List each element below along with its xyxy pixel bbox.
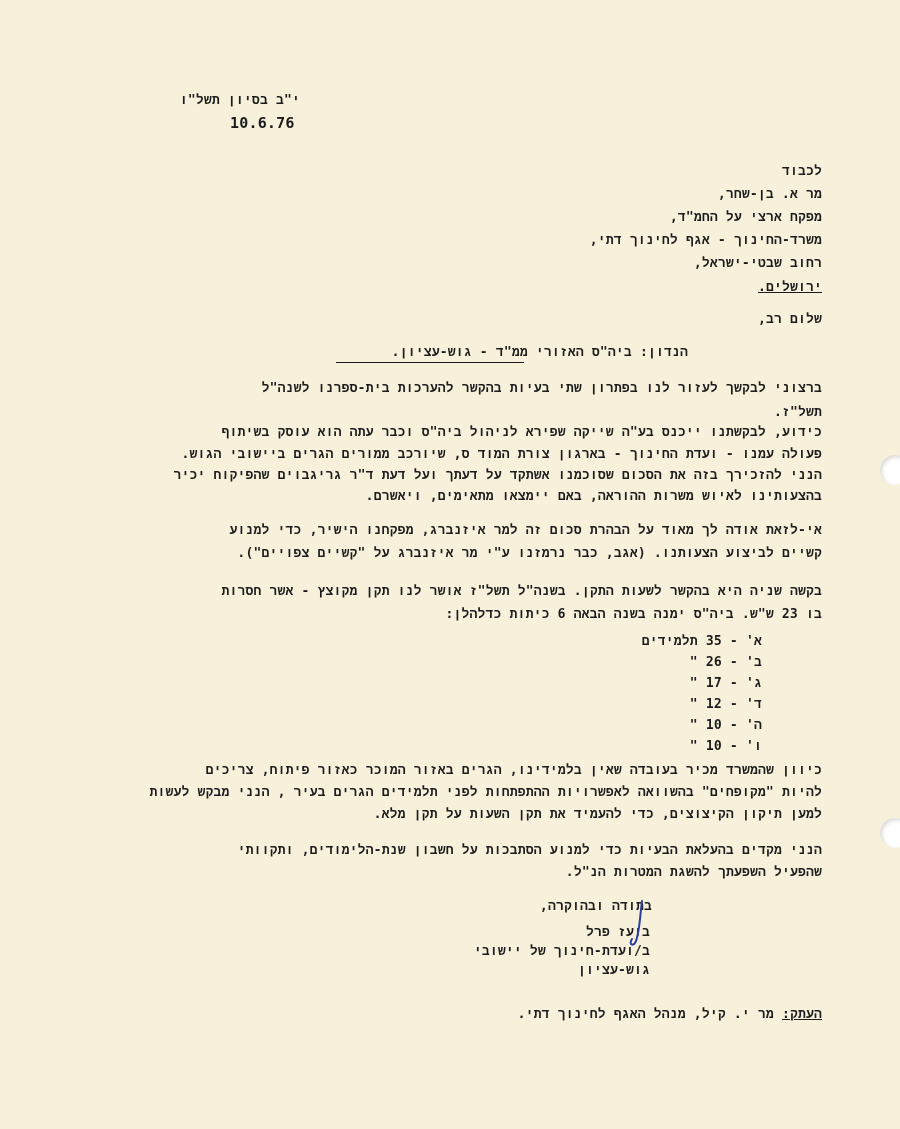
date-hebrew: י"ב בסיון תשל"ו [179, 93, 300, 108]
closing-name: בועז פרל [585, 925, 650, 940]
class-count: 26 [705, 655, 722, 670]
recipient-office: משרד-החינוך - אגף לחינוך דתי, [589, 233, 822, 248]
subject-underline [336, 362, 524, 363]
class-unit: תלמידים [641, 634, 698, 649]
p3-line2: קשיים לביצוע הצעותנו. (אגב, כבר נרמזנו ע"י מר איזנברג על "קשיים צפויים"). [237, 546, 822, 561]
greeting: שלום רב, [757, 312, 822, 327]
p4-line2: בו 23 ש"ש. ביה"ס ימנה בשנה הבאה 6 כיתות כדלהלן: [445, 607, 822, 622]
recipient-name: מר א. בן-שחר, [717, 187, 822, 202]
class-unit: " [689, 718, 698, 733]
closing-region: גוש-עציון [577, 963, 650, 978]
p1-line1: ברצוני לבקשך לעזור לנו בפתרון שתי בעיות בהקשר להערכות בית-ספרנו לשנה"ל [261, 381, 822, 396]
class-row-6: ו' - 10 " [638, 740, 762, 753]
class-row-1: א' - 35 תלמידים [641, 634, 762, 649]
recipient-title: מפקח ארצי על החמ"ד, [669, 210, 822, 225]
class-row-2: ב' - 26 " [638, 656, 762, 669]
class-unit: " [689, 697, 698, 712]
class-count: 35 [705, 634, 722, 649]
class-row-5: ה' - 10 " [638, 719, 762, 732]
subject-text: הנדון: ביה"ס האזורי ממ"ד - גוש-עציון. [391, 345, 688, 360]
class-unit: " [689, 739, 698, 754]
class-count: 12 [705, 697, 722, 712]
p4-line1: בקשה שניה היא בהקשר לשעות התקן. בשנה"ל תשל"ז אושר לנו תקן מקוצץ - אשר חסרות [221, 584, 822, 599]
punch-hole-bottom [880, 818, 900, 848]
subject-line [392, 346, 688, 359]
recipient-honorific: לכבוד [781, 164, 822, 179]
closing-role: ב/ועדת-חינוך של יישובי [473, 944, 650, 959]
class-grade: ו' [745, 739, 762, 754]
p5-line2: להיות "מקופחים" בהשוואה לאפשרויות ההתפתחות לפני תלמידים הגרים בעיר , הנני מבקש לעשות [149, 785, 822, 800]
p2-line3: הנני להזכירך בזה את הסכום שסוכמנו אשתקד על דעתך ועל דעת ד"ר גריגבוים שהפיקוח יכיר [173, 468, 822, 483]
p5-line1: כיוון שהמשרד מכיר בעובדה שאין בלמידינו, הגרים באזור המוכר כאזור פיתוח, צריכים [205, 763, 822, 778]
signature-mark [610, 895, 670, 955]
cc-label: העתק: [781, 1007, 822, 1022]
p2-line4: בהצעותינו לאיוש משרות ההוראה, באם יימצאו מתאימים, ויאשרם. [365, 489, 822, 504]
p6-line1: הנני מקדים בהעלאת הבעיות כדי למנוע הסתבכות על חשבון שנת-הלימודים, ותקוותי [237, 843, 822, 858]
class-grade: ב' [745, 655, 762, 670]
class-unit: " [689, 676, 698, 691]
class-row-3: ג' - 17 " [638, 677, 762, 690]
class-grade: ג' [745, 676, 762, 691]
closing-regards: בתודה ובהוקרה, [539, 899, 652, 914]
p3-line1: אי-לזאת אודה לך מאוד על הבהרת סכום זה למר איזנברג, מפקחנו הישיר, כדי למנוע [229, 523, 822, 538]
class-count: 17 [705, 676, 722, 691]
recipient-city: ירושלים. [757, 280, 822, 295]
cc-text: מר י. קיל, מנהל האגף לחינוך דתי. [517, 1007, 774, 1022]
class-unit: " [689, 655, 698, 670]
p6-line2: שהפעיל השפעתך להשגת המטרות הנ"ל. [565, 865, 822, 880]
class-count: 10 [705, 718, 722, 733]
class-row-4: ד' - 12 " [638, 698, 762, 711]
cc-line [518, 1008, 822, 1021]
class-grade: א' [745, 634, 762, 649]
class-grade: ה' [745, 718, 762, 733]
p5-line3: למען תיקון הקיצוצים, כדי להעמיד את תקן השעות על תקן מלא. [373, 807, 822, 822]
recipient-street: רחוב שבטי-ישראל, [693, 256, 822, 271]
p2-line2: פעולה עמנו - ועדת החינוך - בארגון צורת המוד ס, שיורכב ממורים הגרים ביישובי הגוש. [181, 447, 822, 462]
p1-line2: תשל"ז. [773, 405, 822, 420]
class-count: 10 [705, 739, 722, 754]
date-gregorian: 10.6.76 [230, 114, 295, 132]
punch-hole-top [880, 455, 900, 485]
class-grade: ד' [745, 697, 762, 712]
p2-line1: כידוע, לבקשתנו ייכנס בע"ה שייקה שפירא לניהול ביה"ס וכבר עתה הוא עוסק בשיתוף [221, 425, 822, 440]
